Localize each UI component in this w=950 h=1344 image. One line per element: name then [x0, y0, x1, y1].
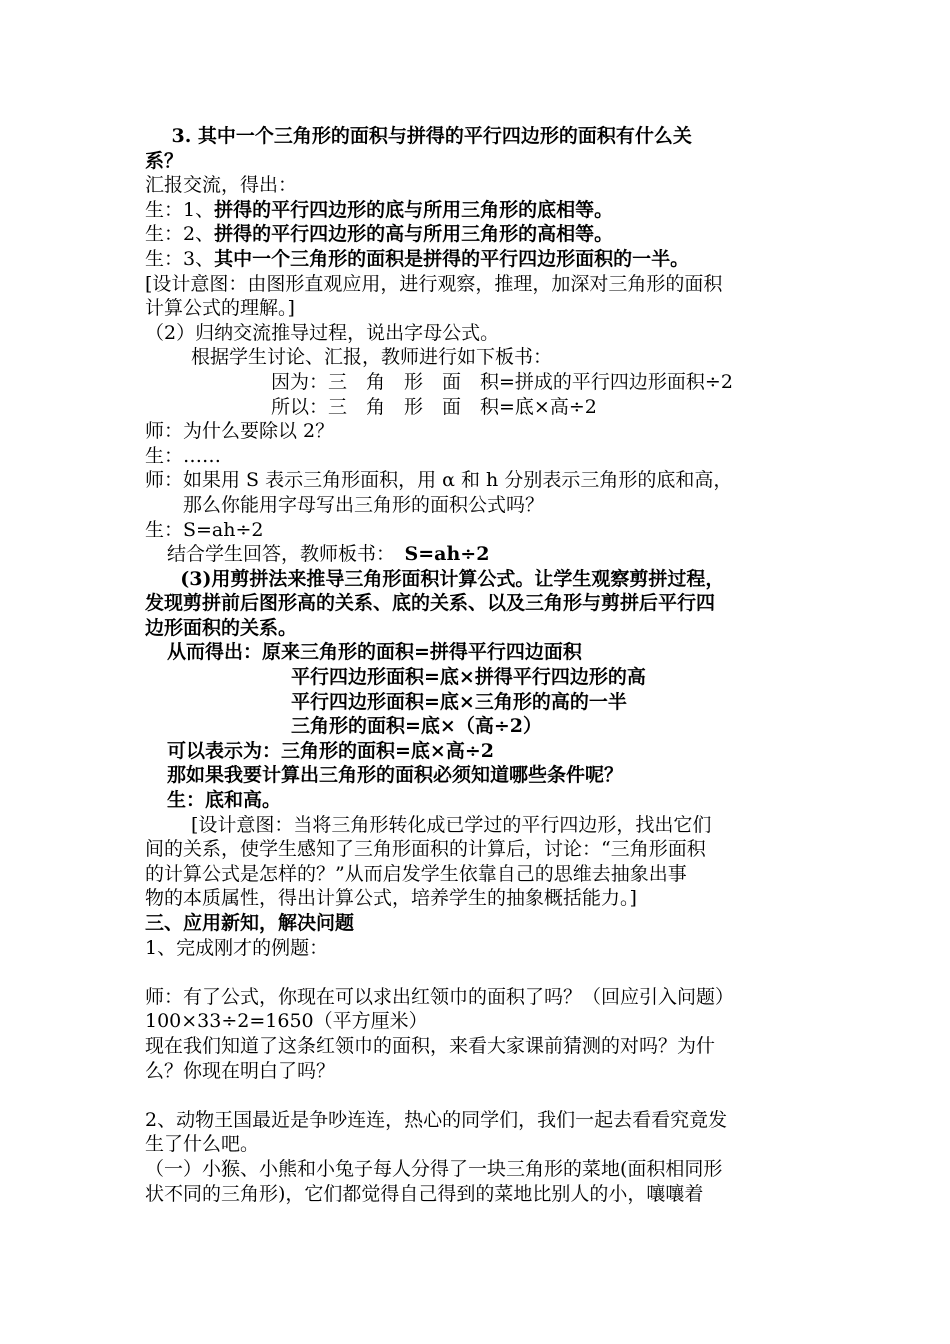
student-answer-3: [145, 247, 817, 272]
report-line: 汇报交流，得出：: [145, 174, 298, 197]
document-page: [145, 124, 817, 1206]
teacher-prompt-line1: 师：如果用 S 表示三角形面积，用 α 和 h 分别表示三角形的底和高，: [145, 469, 733, 492]
answer-text: 其中一个三角形的面积是拼得的平行四边形面积的一半。: [214, 247, 690, 270]
board-therefore: 所以：三 角 形 面 积=底×高÷2: [271, 395, 597, 418]
animal-story-line1: （一）小猴、小熊和小兔子每人分得了一块三角形的菜地(面积相同形: [145, 1157, 723, 1180]
board-formula-prefix: 结合学生回答，教师板书：: [167, 543, 405, 566]
board-because: 因为：三 角 形 面 积=拼成的平行四边形面积÷2: [271, 370, 733, 393]
derivation-line2: 平行四边形面积=底×拼得平行四边形的高: [291, 666, 646, 689]
student-answer-2: [145, 222, 817, 247]
step-3-line2: 发现剪拼前后图形高的关系、底的关系、以及三角形与剪拼后平行四: [145, 592, 716, 615]
scarf-followup-line2: 么？你现在明白了吗？: [145, 1059, 336, 1082]
teacher-scarf-question: 师：有了公式，你现在可以求出红领巾的面积了吗？（回应引入问题）: [145, 985, 735, 1008]
teacher-question: 师：为什么要除以 2？: [145, 420, 335, 443]
scarf-calculation: 100×33÷2=1650（平方厘米）: [145, 1010, 428, 1033]
conditions-answer: 生：底和高。: [167, 789, 282, 812]
scarf-followup-line1: 现在我们知道了这条红领巾的面积，来看大家课前猜测的对吗？为什: [145, 1034, 716, 1057]
step-2-heading: （2）归纳交流推导过程，说出字母公式。: [145, 321, 500, 344]
board-intro: 根据学生讨论、汇报，教师进行如下板书：: [191, 346, 553, 369]
answer-text: 拼得的平行四边形的高与所用三角形的高相等。: [214, 223, 614, 246]
design-intent-2-line4: 物的本质属性，得出计算公式，培养学生的抽象概括能力。]: [145, 887, 637, 910]
section-3-heading: 三、应用新知，解决问题: [145, 912, 355, 934]
step-3-line1: (3)用剪拼法来推导三角形面积计算公式。让学生观察剪拼过程，: [167, 567, 725, 590]
design-intent-2-line2: 间的关系，使学生感知了三角形面积的计算后，讨论：“三角形面积: [145, 838, 706, 861]
conditions-question: 那如果我要计算出三角形的面积必须知道哪些条件呢？: [167, 764, 624, 787]
design-intent-2-line1: [设计意图：当将三角形转化成已学过的平行四边形，找出它们: [191, 813, 712, 836]
animal-story-line2: 状不同的三角形)，它们都觉得自己得到的菜地比别人的小，嚷嚷着: [145, 1182, 704, 1205]
answer-prefix: 生：2、: [145, 223, 215, 246]
student-ellipsis: 生：……: [145, 444, 222, 467]
animal-kingdom-line1: 2、动物王国最近是争吵连连，热心的同学们，我们一起去看看究竟发: [145, 1108, 728, 1131]
student-answer-1: [145, 198, 817, 223]
design-intent-1-line1: [设计意图：由图形直观应用，进行观察，推理，加深对三角形的面积: [145, 272, 723, 295]
question-3-line1: 3. 其中一个三角形的面积与拼得的平行四边形的面积有什么关: [145, 125, 692, 147]
student-formula: 生：S=ah÷2: [145, 518, 264, 541]
derivation-line1: 从而得出：原来三角形的面积=拼得平行四边面积: [167, 641, 582, 664]
answer-text: 拼得的平行四边形的底与所用三角形的底相等。: [214, 198, 614, 221]
animal-kingdom-line2: 生了什么吧。: [145, 1133, 260, 1156]
derivation-line3: 平行四边形面积=底×三角形的高的一半: [291, 690, 627, 713]
blank-line: [145, 960, 817, 985]
formula-summary: 可以表示为：三角形的面积=底×高÷2: [167, 739, 494, 762]
board-formula: [145, 542, 817, 567]
step-3-line3: 边形面积的关系。: [145, 616, 298, 639]
teacher-prompt-line2: 那么你能用字母写出三角形的面积公式吗？: [183, 493, 545, 516]
example-heading: 1、完成刚才的例题：: [145, 936, 329, 959]
derivation-line4: 三角形的面积=底×（高÷2）: [291, 715, 542, 738]
design-intent-2-line3: 的计算公式是怎样的？”从而启发学生依靠自己的思维去抽象出事: [145, 862, 687, 885]
answer-prefix: 生：3、: [145, 247, 215, 270]
blank-line: [145, 1083, 817, 1108]
answer-prefix: 生：1、: [145, 198, 215, 221]
question-3-line2: 系？: [145, 149, 184, 172]
design-intent-1-line2: 计算公式的理解。]: [145, 297, 295, 320]
board-formula-text: S=ah÷2: [404, 543, 490, 566]
